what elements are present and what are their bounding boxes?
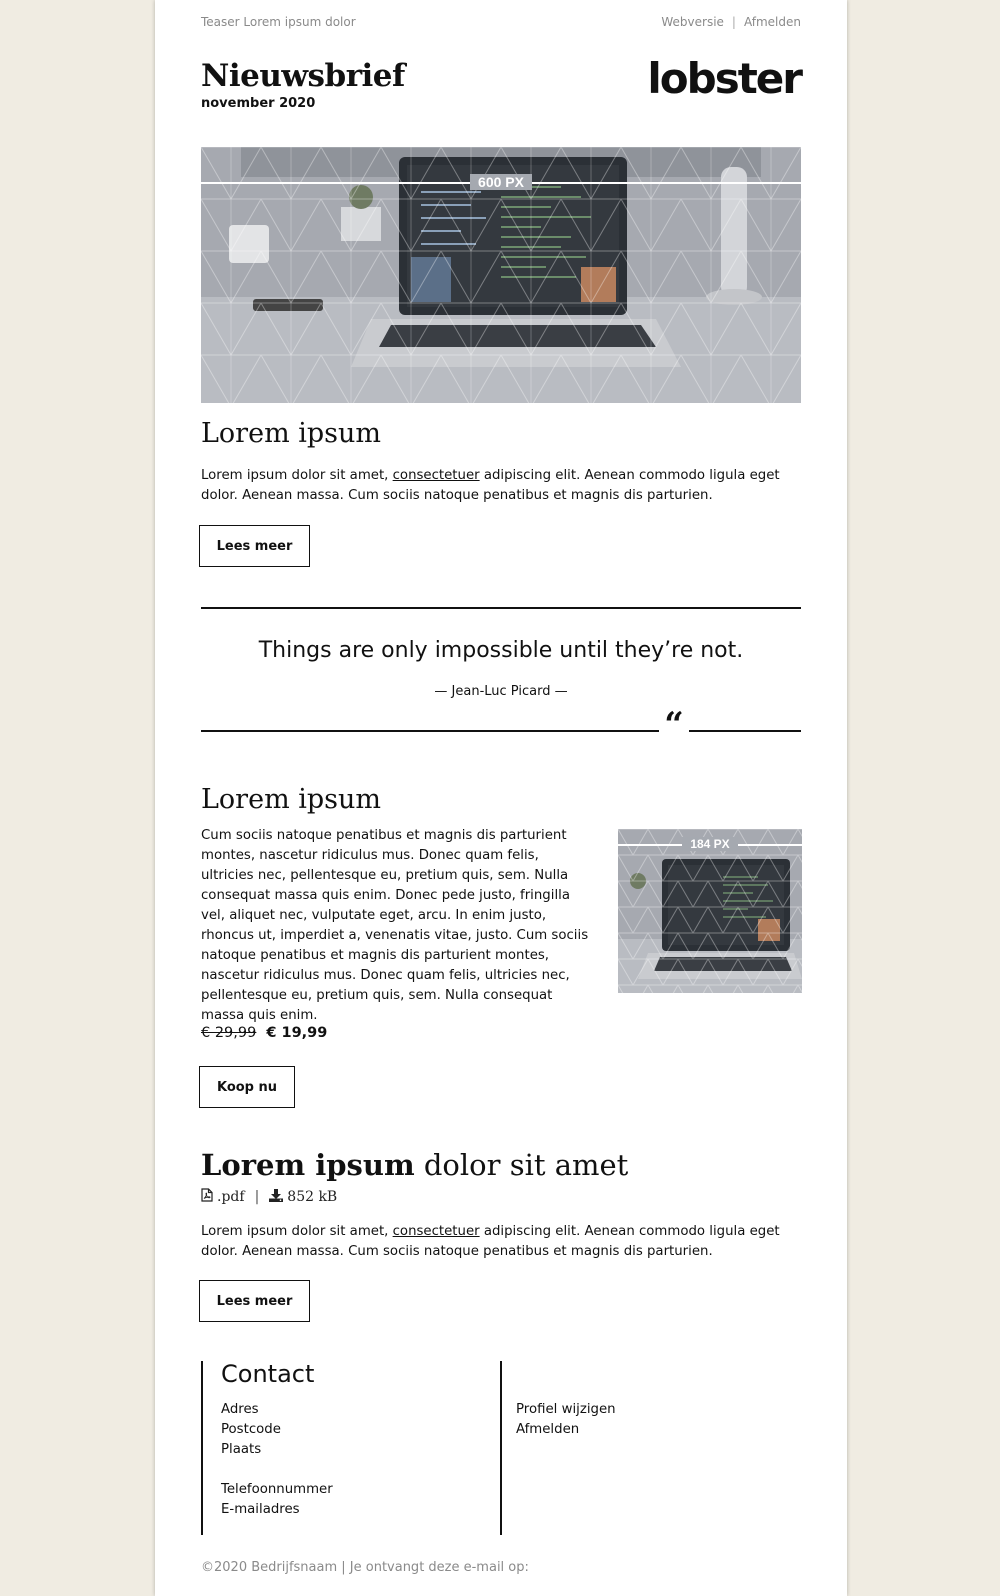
contact-left-bar — [201, 1361, 203, 1535]
quote-mark-icon: “ — [659, 708, 689, 742]
preheader-separator: | — [731, 15, 736, 29]
download-icon[interactable] — [269, 1189, 283, 1206]
contact-divider — [500, 1361, 502, 1535]
quote-bottom-rule — [201, 730, 801, 732]
file-type: .pdf — [217, 1189, 245, 1205]
contact-phone: Telefoonnummer — [221, 1482, 333, 1497]
newsletter-date: november 2020 — [201, 96, 316, 111]
download-read-more-button[interactable]: Lees meer — [199, 1280, 310, 1322]
contact-address: Adres — [221, 1402, 259, 1417]
old-price: € 29,99 — [201, 1025, 257, 1041]
download-heading — [201, 1148, 628, 1182]
download-text-start: Lorem ipsum dolor sit amet, — [201, 1224, 393, 1239]
article1-text — [201, 466, 801, 506]
product-heading: Lorem ipsum — [201, 784, 382, 815]
contact-spacer — [221, 1460, 333, 1480]
read-more-button[interactable]: Lees meer — [199, 525, 310, 567]
quote-author: — Jean-Luc Picard — — [434, 684, 568, 699]
lobster-logo[interactable]: lobster — [647, 54, 801, 103]
product-size-text: 184 PX — [682, 837, 737, 851]
article1-link[interactable]: consectetuer — [392, 468, 480, 483]
pdf-file-icon — [201, 1188, 213, 1206]
unsubscribe-link[interactable]: Afmelden — [743, 15, 801, 29]
article1-text-end: adipiscing elit. Aenean commodo ligula eget dolor. Aenean massa. Cum sociis natoque penatibus et magnis dis parturien. — [201, 468, 780, 503]
price — [201, 1025, 327, 1041]
file-size: 852 kB — [287, 1189, 338, 1205]
download-text — [201, 1222, 801, 1262]
file-info — [201, 1188, 337, 1206]
hero-size-label — [201, 174, 801, 190]
download-text-end: adipiscing elit. Aenean commodo ligula eget dolor. Aenean massa. Cum sociis natoque penatibus et magnis dis parturien. — [201, 1224, 780, 1259]
webversion-link[interactable]: Webversie — [661, 15, 724, 29]
preheader-links — [661, 15, 801, 29]
quote-top-rule — [201, 607, 801, 609]
new-price: € 19,99 — [266, 1025, 328, 1041]
product-size-label — [618, 837, 802, 851]
hero-size-text: 600 PX — [470, 174, 532, 190]
newsletter-title: Nieuwsbrief — [201, 58, 405, 94]
contact-city: Plaats — [221, 1442, 262, 1457]
quote-text: Things are only impossible until they’re not. — [258, 638, 744, 663]
newsletter-sheet — [155, 0, 847, 1596]
contact-postcode: Postcode — [221, 1422, 281, 1437]
article1-text-start: Lorem ipsum dolor sit amet, — [201, 468, 393, 483]
product-text: Cum sociis natoque penatibus et magnis dis parturient montes, nascetur ridiculus mus. Donec quam felis, ultricies nec, pellentesque eu, pretium quis, sem. Nulla consequat massa quis enim. Donec pede justo, fringilla vel, aliquet nec, vulputate eget, arcu. In enim justo, rhoncus ut, imperdiet a, venenatis vitae, justo. Cum sociis natoque penatibus et magnis dis parturient montes, nascetur ridiculus mus. Donec quam felis, ultricies nec, pellentesque eu, pretium quis, sem. Nulla consequat massa quis enim. — [201, 828, 589, 1023]
account-links — [516, 1400, 616, 1440]
hero-image — [201, 147, 801, 403]
buy-now-button[interactable]: Koop nu — [199, 1066, 295, 1108]
contact-title: Contact — [221, 1360, 315, 1388]
contact-details — [221, 1400, 333, 1520]
footer-unsubscribe-link[interactable]: Afmelden — [516, 1422, 580, 1437]
file-info-separator: | — [254, 1189, 260, 1205]
edit-profile-link[interactable]: Profiel wijzigen — [516, 1402, 616, 1417]
teaser-text: Teaser Lorem ipsum dolor — [201, 15, 356, 29]
contact-email: E-mailadres — [221, 1502, 300, 1517]
article1-heading: Lorem ipsum — [201, 418, 382, 449]
footer-text: ©2020 Bedrijfsnaam | Je ontvangt deze e-mail op: — [201, 1560, 529, 1575]
download-link[interactable]: consectetuer — [392, 1224, 480, 1239]
product-image — [618, 829, 802, 993]
download-heading-rest: dolor sit amet — [414, 1148, 629, 1182]
download-heading-bold: Lorem ipsum — [201, 1148, 415, 1182]
product-photo — [618, 829, 802, 993]
